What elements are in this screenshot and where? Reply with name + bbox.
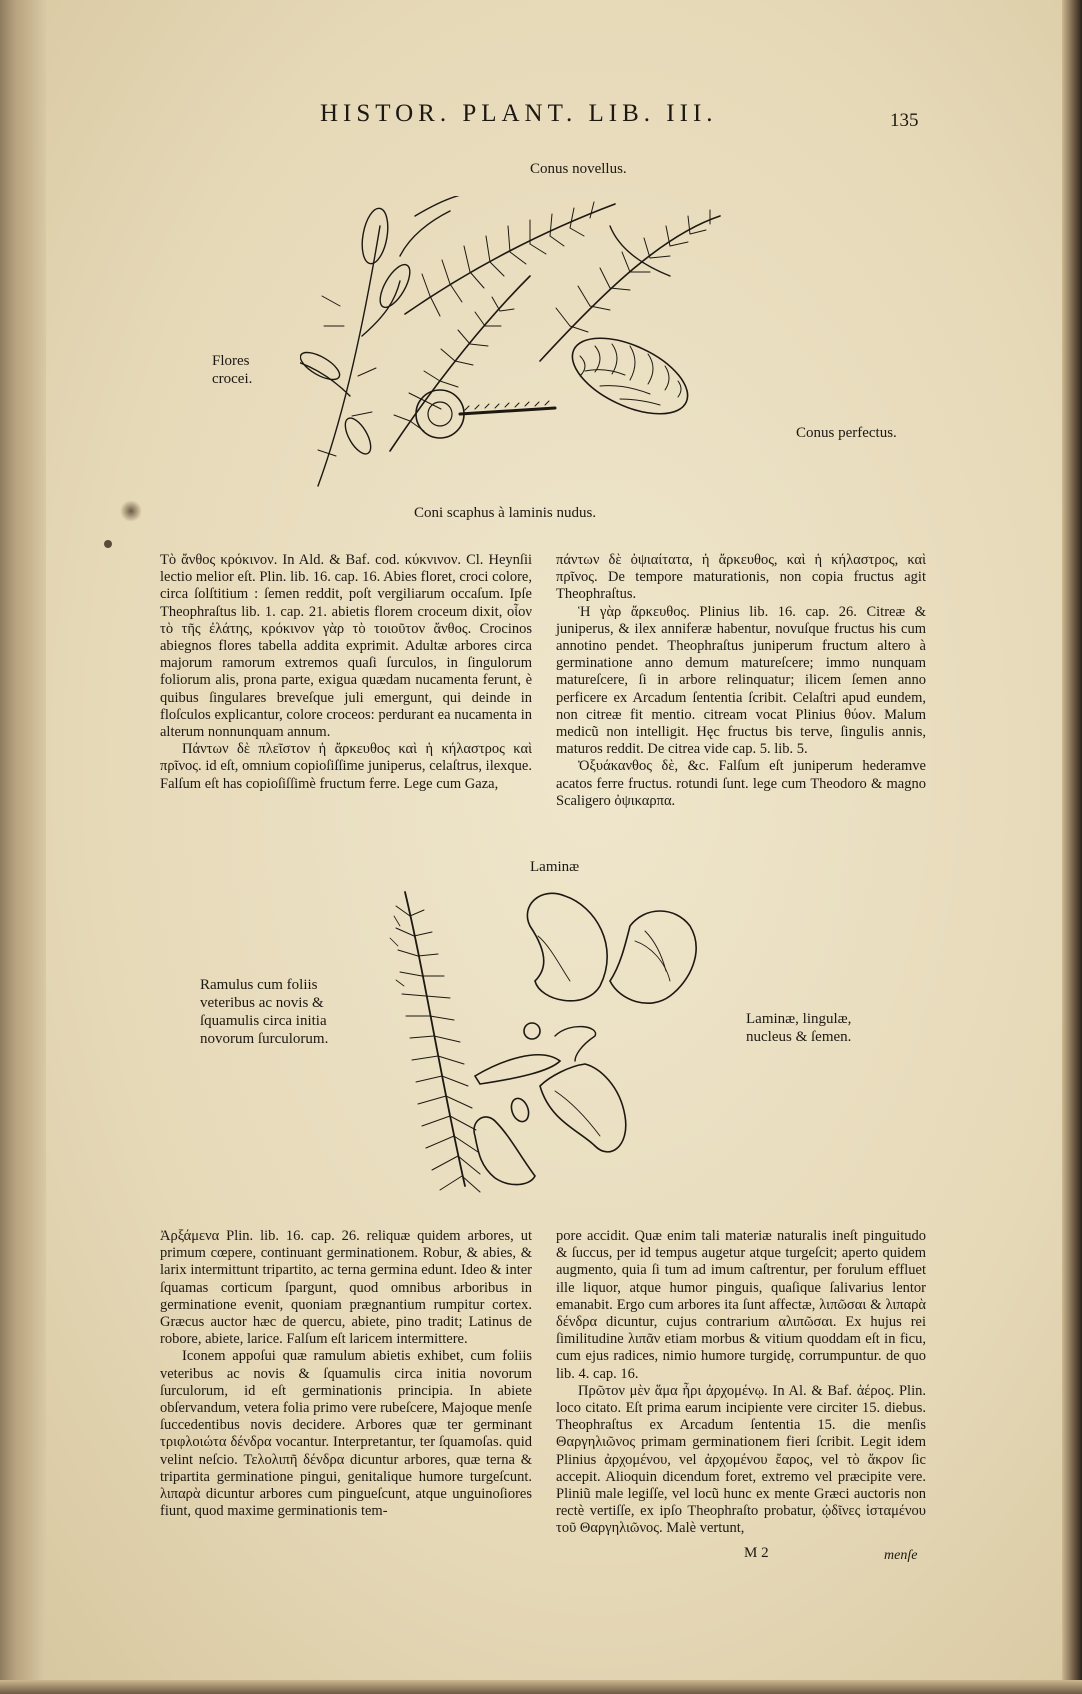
text-column-2-right bbox=[556, 1228, 926, 1538]
fir-branch-cone-illustration bbox=[300, 196, 790, 496]
text-column-2-left bbox=[160, 1228, 532, 1520]
page-edge bbox=[1062, 0, 1082, 1694]
paragraph: Πάντων δὲ πλεῖστον ἡ ἄρκευθος καὶ ἡ κήλαστρος καὶ πρῖνος. id eſt, omnium copioſiſſime juniperus, celaſtrus, ilexque. Falſum eſt has copioſiſſimè fructum ferre. Lege cum Gaza, bbox=[160, 741, 532, 792]
figure-2-label-right: Laminæ, lingulæ, nucleus & ſemen. bbox=[746, 1011, 852, 1045]
text-column-1-left bbox=[160, 552, 532, 793]
feathery-branch-drawing bbox=[400, 196, 615, 316]
mature-cone-branch-drawing bbox=[540, 210, 720, 429]
page-bottom-edge bbox=[0, 1680, 1082, 1694]
binding-gutter bbox=[0, 0, 46, 1694]
paragraph: Ὀξυάκανθος δὲ, &c. Falſum eſt juniperum hederamve acatos ferre fructus. rotundi ſunt. lege cum Theodoro & magno Scaligero ὀψικαρπα. bbox=[556, 758, 926, 809]
flowering-sprig-drawing bbox=[300, 206, 416, 486]
page-number: 135 bbox=[890, 110, 919, 131]
figure-1-label-right: Conus perfectus. bbox=[796, 425, 897, 441]
paragraph: πάντων δὲ ὀψιαίτατα, ἡ ἄρκευθος, καὶ ἡ κήλαστρος, καὶ πρῖνος. De tempore maturationis, non copia fructus agit Theophraſtus. bbox=[556, 552, 926, 603]
figure-2-label-left: Ramulus cum foliis veteribus ac novis & ſquamulis circa initia novorum ſurculorum. bbox=[200, 977, 329, 1047]
paragraph: Iconem appoſui quæ ramulum abietis exhibet, cum foliis veteribus ac novis & ſquamulis circa initia novorum ſurculorum, id eſt germinationis principia. In abiete obſervandum, vetera folia primo vere rubeſcere, Majoque menſe ſuccedentibus novis decidere. Arbores quæ ter germinant τριφλοιώτα δένδρα vocantur. Interpretantur, ter ſquamoſas. quid velint neſcio. Τελολιπῆ δένδρα dicuntur arbores, quæ terna & tripartita germinatione pingui, genitalique humore turgeſcunt. λιπαρὰ dicuntur arbores cum pingueſcunt, atque unguinoſiores fiunt, quod maxime germinationis tem- bbox=[160, 1348, 532, 1520]
figure-1-label-left: Flores crocei. bbox=[212, 353, 253, 387]
twig-with-needles-drawing bbox=[390, 892, 480, 1192]
ink-spot bbox=[104, 540, 112, 548]
ink-stain bbox=[120, 500, 142, 522]
figure-1-caption-bottom: Coni scaphus à laminis nudus. bbox=[414, 505, 597, 521]
paragraph: Ἀρξάμενα Plin. lib. 16. cap. 26. reliquæ quidem arbores, ut primum cœpere, continuant germinationem. Robur, & abies, & larix intermittunt tripartito, ac terna germina edunt. Ideo & inter ſquamas corticum ſpargunt, quod omnibus arboribus in germinatione evenit, quoniam prægnantium rumpitur cortex. Græcus auctor hæc de quercu, abiete, pino tradit; Latinus de robore, abiete, larice. Falſum eſt laricem intermittere. bbox=[160, 1228, 532, 1348]
paragraph: Ἡ γὰρ ἄρκευθος. Plinius lib. 16. cap. 26. Citreæ & juniperus, & ilex anniferæ habentur, novuſque fructus his cum annotino pendet. Theophraſtus juniperum fructum altero à germinatione anno demum matureſcere; immo nunquam matureſcere, ſi in arbore relinquatur; ilicem ſemen anno perficere ex Arcadum ſententia ſcribit. Celaſtri apud eundem, non citreæ fit mentio. citream vocat Plinius θύον. Malum medicũ non intelligit. Hęc fructus bis terve, ſingulis annis, maturos reddit. De citrea vide cap. 5. lib. 5. bbox=[556, 603, 926, 758]
paragraph: Τὸ ἄνθος κρόκινον. In Ald. & Baf. cod. κύκνινον. Cl. Heynſii lectio melior eſt. Plin. lib. 16. cap. 16. Abies floret, croci colore, circa ſolſtitium : ſemen reddit, poſt vergiliarum occaſum. Ipſe Theophraſtus lib. 1. cap. 21. abietis florem croceum dixit, οἷον τὸ τῆς ἐλάτης, κρόκινον γὰρ τὸ τοιοῦτον ἄνθος. Crocinos abiegnos flores tabella addita exprimit. Adultæ arbores circa majorum ramorum extremos quaſi ſurculos, in ſingulorum foliorum alis, prona parte, exigua quædam nucamenta ferunt, è quibus ſingulares breveſque juli emergunt, qui deinde in floſculos explicantur, colore croceos: perdurant ea nucamenta in alterum nonnunquam annum. bbox=[160, 552, 532, 741]
cone-scales-drawing bbox=[474, 893, 696, 1184]
figure-2-title: Laminæ bbox=[530, 859, 580, 875]
fir-twig-and-scales-illustration bbox=[370, 886, 750, 1206]
signature-mark: M 2 bbox=[744, 1545, 769, 1561]
catchword: menſe bbox=[884, 1548, 918, 1563]
figure-1-title: Conus novellus. bbox=[530, 161, 627, 177]
paragraph: Πρῶτον μὲν ἅμα ἦρι ἀρχομένῳ. In Al. & Baf. ἀέρος. Plin. loco citato. Eſt prima earum incipiente vere circiter 15. diebus. Theophraſtus ex Arcadum ſententia 15. die menſis Θαργηλιῶνος primam germinationem fieri ſcribit. Legit idem Plinius ἀρχομένου, vel ἀρχομένου ἔαρος, vel τὸ ἄκρον ſic accepit. Alioquin dicendum foret, extremo vel præcipite vere. Pliniũ male legiſſe, vel locũ hunc ex mente Græci auctoris non rectè vertiſſe, ex ipſo Theophraſto probatur, ᾠδῖνες ἱσταμένου τοῦ Θαργηλιῶνος. Malè vertunt, bbox=[556, 1382, 926, 1537]
running-head: HISTOR. PLANT. LIB. III. bbox=[320, 100, 718, 127]
cone-scaphus-drawing bbox=[390, 276, 555, 451]
paragraph: pore accidit. Quæ enim tali materiæ naturalis ineſt pinguitudo & ſuccus, per id tempus augetur atque turgeſcit; aperto quidem augmento, quia ſi tum ad imum caſtrentur, per forulum effluet ille liquor, atque humor pinguis, quaſique ſalivarius lentor emanabit. Ergo cum arbores ita ſunt affectæ, λιπῶσαι & λιπαρὰ δένδρα dicuntur, cujus contrarium αλιπῶσαι. Ex hujus rei ſimilitudine λιπᾶν etiam morbus & vitium quoddam eſt in ficu, cum ejus radices, nimio humore turgidę, corrumpuntur. de quo lib. 4. cap. 16. bbox=[556, 1228, 926, 1382]
text-column-1-right bbox=[556, 552, 926, 810]
